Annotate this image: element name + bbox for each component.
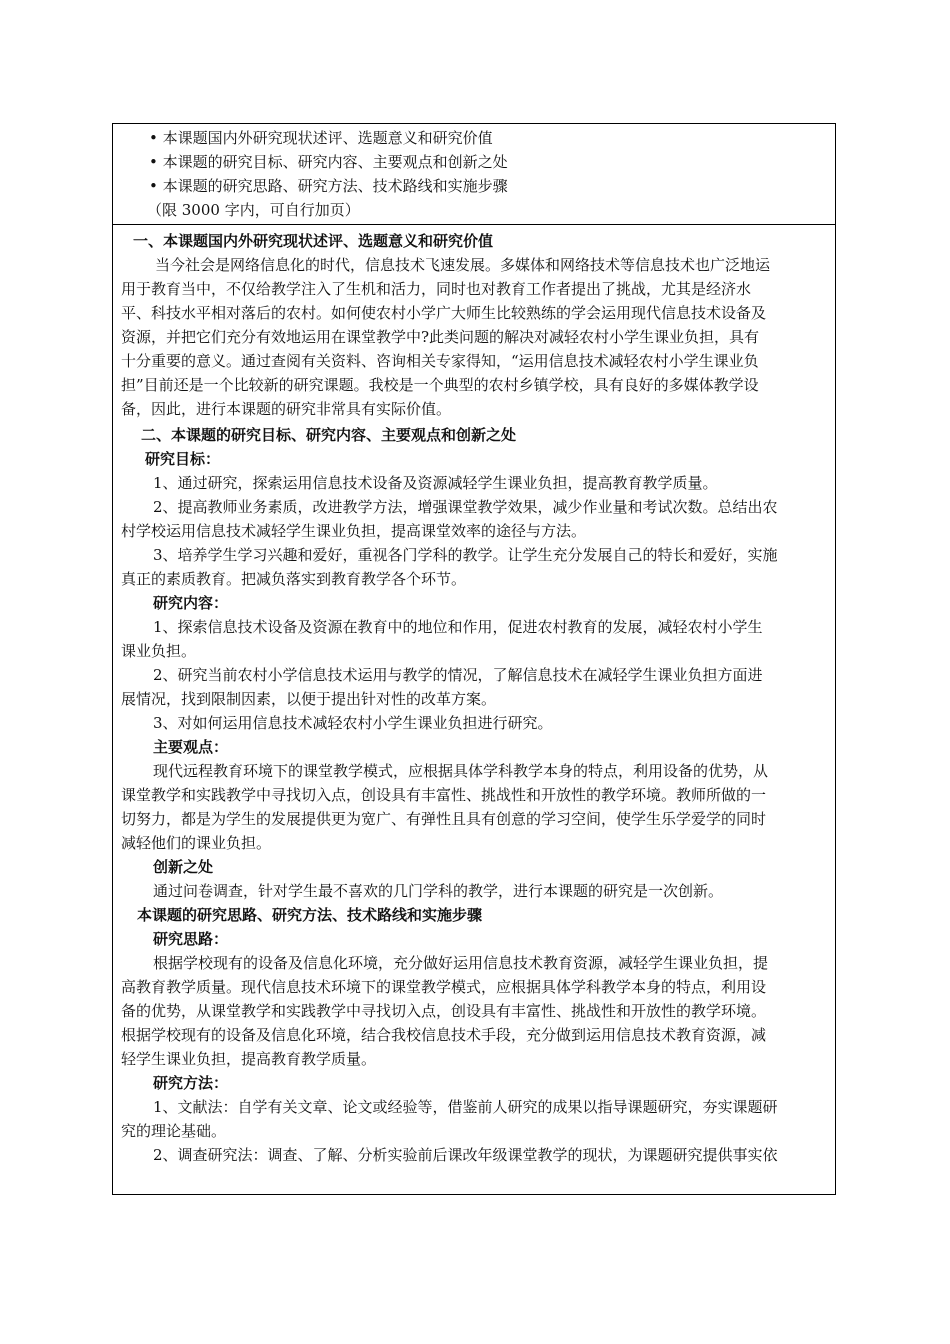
paragraph-line: 担”目前还是一个比较新的研究课题。我校是一个典型的农村乡镇学校，具有良好的多媒体教学设 — [121, 376, 759, 394]
paragraph-line: 1、探索信息技术设备及资源在教育中的地位和作用，促进农村教育的发展，减轻农村小学生 — [153, 618, 763, 636]
word-limit-note: （限 3000 字内，可自行加页） — [147, 201, 360, 219]
paragraph-line: 用于教育当中，不仅给教学注入了生机和活力，同时也对教育工作者提出了挑战，尤其是经济水 — [121, 280, 752, 298]
paragraph-line: 根据学校现有的设备及信息化环境，充分做好运用信息技术教育资源，减轻学生课业负担，提 — [153, 954, 769, 972]
paragraph-line: 当今社会是网络信息化的时代，信息技术飞速发展。多媒体和网络技术等信息技术也广泛地运 — [155, 256, 771, 274]
section-heading: 研究方法： — [153, 1074, 229, 1092]
paragraph-line: 2、研究当前农村小学信息技术运用与教学的情况，了解信息技术在减轻学生课业负担方面进 — [153, 666, 763, 684]
paragraph-line: 2、提高教师业务素质，改进教学方法，增强课堂教学效果，减少作业量和考试次数。总结出农 — [153, 498, 778, 516]
paragraph-line: 1、文献法：自学有关文章、论文或经验等，借鉴前人研究的成果以指导课题研究，夯实课题研 — [153, 1098, 778, 1116]
section-heading: 研究目标： — [145, 450, 221, 468]
paragraph-line: 3、对如何运用信息技术减轻农村小学生课业负担进行研究。 — [153, 714, 553, 732]
paragraph-line: 真正的素质教育。把减负落实到教育教学各个环节。 — [121, 570, 467, 588]
section-heading: 二、本课题的研究目标、研究内容、主要观点和创新之处 — [141, 426, 517, 444]
instruction-item: • 本课题国内外研究现状述评、选题意义和研究价值 — [149, 129, 493, 147]
section-heading: 研究思路： — [153, 930, 229, 948]
paragraph-line: 轻学生课业负担，提高教育教学质量。 — [121, 1050, 377, 1068]
paragraph-line: 究的理论基础。 — [121, 1122, 227, 1140]
paragraph-line: 备的优势，从课堂教学和实践教学中寻找切入点，创设具有丰富性、挑战性和开放性的教学环境。 — [121, 1002, 767, 1020]
section-heading: 研究内容： — [153, 594, 229, 612]
paragraph-line: 2、调查研究法：调查、了解、分析实验前后课改年级课堂教学的现状，为课题研究提供事实依 — [153, 1146, 778, 1164]
section-heading: 主要观点： — [153, 738, 229, 756]
paragraph-line: 备，因此，进行本课题的研究非常具有实际价值。 — [121, 400, 452, 418]
paragraph-line: 通过问卷调查，针对学生最不喜欢的几门学科的教学，进行本课题的研究是一次创新。 — [153, 882, 724, 900]
paragraph-line: 村学校运用信息技术减轻学生课业负担，提高课堂效率的途径与方法。 — [121, 522, 587, 540]
section-heading: 本课题的研究思路、研究方法、技术路线和实施步骤 — [137, 906, 483, 924]
paragraph-line: 课堂教学和实践教学中寻找切入点，创设具有丰富性、挑战性和开放性的教学环境。教师所做的一 — [121, 786, 767, 804]
form-table — [112, 123, 836, 1195]
paragraph-line: 展情况，找到限制因素，以便于提出针对性的改革方案。 — [121, 690, 497, 708]
paragraph-line: 切努力，都是为学生的发展提供更为宽广、有弹性且具有创意的学习空间，使学生乐学爱学的同时 — [121, 810, 767, 828]
table-divider — [113, 224, 835, 225]
paragraph-line: 课业负担。 — [121, 642, 197, 660]
paragraph-line: 根据学校现有的设备及信息化环境，结合我校信息技术手段，充分做到运用信息技术教育资源，减 — [121, 1026, 767, 1044]
paragraph-line: 1、通过研究，探索运用信息技术设备及资源减轻学生课业负担，提高教育教学质量。 — [153, 474, 718, 492]
paragraph-line: 资源，并把它们充分有效地运用在课堂教学中?此类问题的解决对减轻农村小学生课业负担，具有 — [121, 328, 760, 346]
instruction-item: • 本课题的研究思路、研究方法、技术路线和实施步骤 — [149, 177, 508, 195]
paragraph-line: 减轻他们的课业负担。 — [121, 834, 272, 852]
paragraph-line: 平、科技水平相对落后的农村。如何使农村小学广大师生比较熟练的学会运用现代信息技术设备及 — [121, 304, 767, 322]
paragraph-line: 高教育教学质量。现代信息技术环境下的课堂教学模式，应根据具体学科教学本身的特点，利用设 — [121, 978, 767, 996]
section-heading: 创新之处 — [153, 858, 214, 876]
paragraph-line: 现代远程教育环境下的课堂教学模式，应根据具体学科教学本身的特点，利用设备的优势，从 — [153, 762, 769, 780]
paragraph-line: 3、培养学生学习兴趣和爱好，重视各门学科的教学。让学生充分发展自己的特长和爱好，实施 — [153, 546, 778, 564]
instruction-item: • 本课题的研究目标、研究内容、主要观点和创新之处 — [149, 153, 508, 171]
section-heading: 一、本课题国内外研究现状述评、选题意义和研究价值 — [133, 232, 494, 250]
paragraph-line: 十分重要的意义。通过查阅有关资料、咨询相关专家得知，“运用信息技术减轻农村小学生课业负 — [121, 352, 759, 370]
